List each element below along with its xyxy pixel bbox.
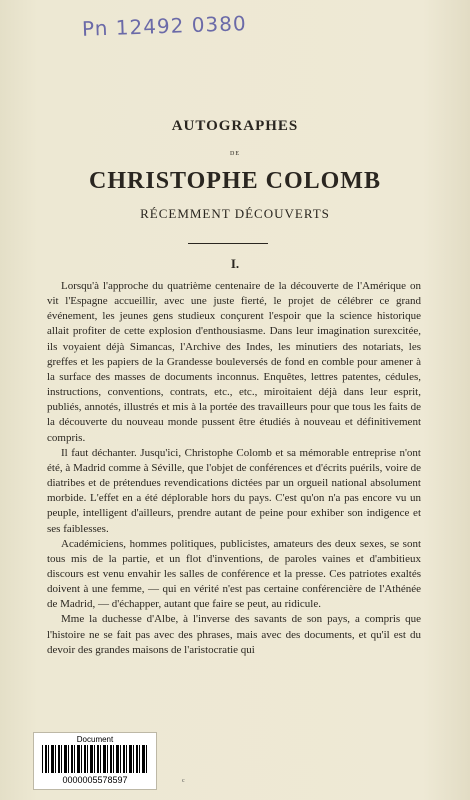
paragraph-3: Académiciens, hommes politiques, publicistes, amateurs des deux sexes, se sont tous mis de la partie, et un flot d'inventions, de paroles vaines et d'ambitieux discours est venu envahir les salles de conférence et la presse. Ces patriotes exaltés doivent à une femme, — qui en vérité n'est pas certaine conférencière de l'Athénée de Madrid, — d'échapper, autant que faire se peut, au ridicule. (47, 537, 421, 611)
paragraph-4: Mme la duchesse d'Albe, à l'inverse des savants de son pays, a compris que l'histoire ne se fait pas avec des phrases, mais avec des documents, et qu'il est du devoir des grandes maisons de l'aristocratie qui (47, 613, 421, 656)
barcode-sticker (33, 732, 157, 790)
title-de: DE (230, 151, 240, 157)
title-main: CHRISTOPHE COLOMB (89, 168, 381, 194)
barcode-bars (42, 745, 148, 773)
title-autographes: AUTOGRAPHES (171, 118, 299, 134)
barcode-label: Document (76, 735, 114, 744)
handwritten-shelfmark: Pn 12492 0380 (81, 11, 247, 41)
paragraph-2: Il faut déchanter. Jusqu'ici, Christophe Colomb et sa mémorable entreprise n'ont été, à Madrid comme à Séville, que l'objet de conférences et d'écrits puérils, voire de diatribes et de prétendues revendications dictées par un orgueil national absolument morbide. L'effet en a été déplorable hors du pays. C'est qu'on n'a pas encore vu un peuple, intelligent d'ailleurs, prendre autant de peine pour exhiber son indigence et ses faiblesses. (47, 446, 421, 535)
paragraph-1: Lorsqu'à l'approche du quatrième centenaire de la découverte de l'Amérique on vit l'Espagne accueillir, avec une juste fierté, le projet de célébrer ce grand événement, les jeunes gens studieux conçurent l'espoir que la science historique allait profiter de cette explosion d'enthousiasme. Dans leur imagination surexcitée, ils voyaient déjà Simancas, l'Archive des Indes, les minutiers des notariats, les greffes et les papiers de la Grandesse bouleversés de fond en comble pour amener à la surface des masses de documents inconnus. Enquêtes, lettres patentes, cédules, instructions, conventions, contrats, etc., etc., miroitaient déjà dans leur esprit, publiés, annotés, illustrés et mis à la portée des travailleurs pour que tous les faits de la découverte du nouveau monde pussent être étudiés à nouveau et définitivement compris. (47, 280, 421, 444)
body-text (47, 279, 421, 658)
section-number: I. (230, 256, 240, 271)
barcode-number: 0000005578597 (62, 775, 128, 785)
title-subtitle: RÉCEMMENT DÉCOUVERTS (140, 206, 330, 221)
footer-mark: c (182, 778, 185, 784)
title-rule (188, 243, 268, 244)
